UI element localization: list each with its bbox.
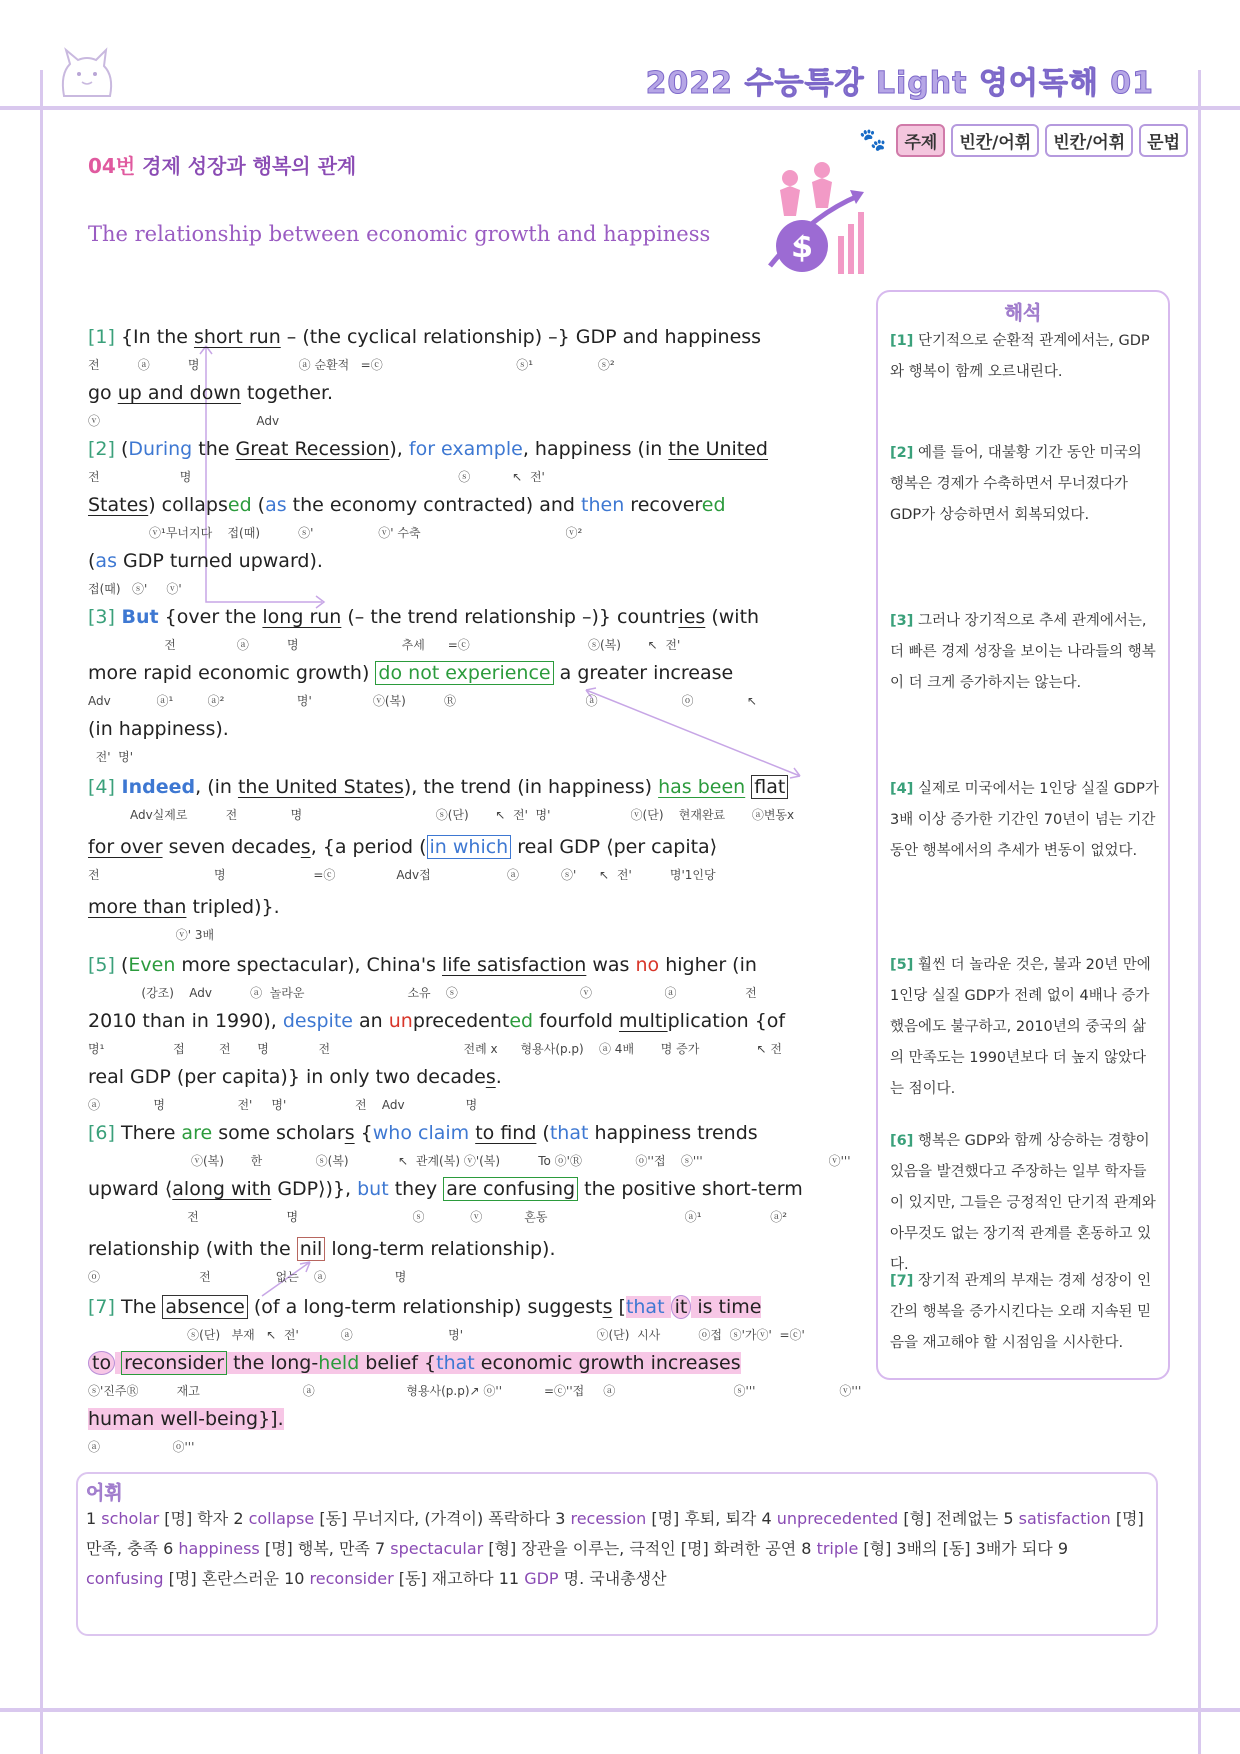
sentence-4-line-2: for over seven decades, {a period ( in which real GDP ⟨per capita⟩ (88, 836, 718, 858)
sentence-4-marks-3: ⓥ' 3배 (88, 928, 215, 942)
tag-row (859, 124, 1188, 157)
lesson-heading (88, 150, 356, 179)
page-header-title: 2022 수능특강 Light 영어독해 01 (645, 66, 1154, 101)
sentence-6-line-3: relationship (with the nil long-term relationship). (88, 1238, 556, 1260)
sentence-7-line-3: human well-being}]. (88, 1408, 284, 1430)
sentence-1-marks-1: 전 ⓐ 명 ⓐ 순환적 =ⓒ ⓢ¹ ⓢ² (88, 358, 615, 372)
translation-panel (876, 290, 1170, 1380)
sentence-4-line-1: [4] Indeed, (in the United States), the trend (in happiness) has been flat (88, 776, 788, 798)
sentence-6-marks-3: ⓞ 전 없는 ⓐ 명 (88, 1270, 407, 1284)
sentence-3-line-1: [3] But {over the long run (– the trend relationship –)} countries (with (88, 606, 760, 628)
sentence-5-line-1: [5] (Even more spectacular), China's life satisfaction was no higher (in (88, 954, 757, 976)
right-frame-line (1198, 70, 1201, 1754)
sentence-2-marks-3: 접(때) ⓢ' ⓥ' (88, 582, 182, 596)
translation-item: [2] 예를 들어, 대불황 기간 동안 미국의 행복은 경제가 수축하면서 무너졌다가 GDP가 상승하면서 회복되었다. (890, 445, 1142, 523)
sentence-2-marks-1: 전 명 ⓢ ↖ 전' (88, 470, 545, 484)
sentence-2-line-1: [2] (During the Great Recession), for example, happiness (in the United (88, 438, 768, 460)
sentence-4-marks-2: 전 명 =ⓒ Adv접 ⓐ ⓢ' ↖ 전' 명'1인당 (88, 868, 716, 882)
sentence-1-line-2: go up and down together. (88, 382, 334, 404)
bottom-frame-line (0, 1708, 1240, 1712)
sentence-6-marks-2: 전 명 ⓢ ⓥ 혼동 ⓐ¹ ⓐ² (88, 1210, 788, 1224)
money-growth-illustration (730, 156, 870, 286)
translation-title: 해석 (1004, 302, 1042, 324)
translation-item: [1] 단기적으로 순환적 관계에서는, GDP와 행복이 함께 오르내린다. (890, 333, 1150, 380)
sentence-6-marks-1: ⓥ(복) 한 ⓢ(복) ↖ 관계(복) ⓥ'(복) To ⓞ'Ⓡ ⓞ''접 ⓢ''' ⓥ''' (88, 1154, 851, 1168)
sentence-6-line-2: upward ⟨along with GDP⟩)}, but they are confusing the positive short-term (88, 1178, 803, 1200)
vocabulary-title: 어휘 (86, 1482, 123, 1504)
sentence-1-marks-2: ⓥ Adv (88, 414, 280, 428)
sentence-7-line-2: to reconsider the long-held belief {that economic growth increases (88, 1352, 741, 1374)
sentence-3-marks-1: 전 ⓐ 명 추세 =ⓒ ⓢ(복) ↖ 전' (88, 638, 681, 652)
svg-text:$: $ (790, 227, 814, 265)
sentence-4-line-3: more than tripled)}. (88, 896, 280, 918)
sentence-2-line-3: (as GDP turned upward). (88, 550, 323, 572)
translation-item: [6] 행복은 GDP와 함께 상승하는 경향이 있음을 발견했다고 주장하는 일부 학자들이 있지만, 그들은 긍정적인 단기적 관계와 아무것도 없는 장기적 관계를 혼동하고 있다. (890, 1133, 1156, 1273)
sentence-4-marks-1: Adv실제로 전 명 ⓢ(단) ↖ 전' 명' ⓥ(단) 현재완료 ⓐ변동x (88, 808, 795, 822)
sentence-1-line-1: [1] {In the short run – (the cyclical relationship) –} GDP and happiness (88, 326, 762, 348)
left-frame-line (40, 70, 43, 1754)
tag-blank-vocab-2[interactable]: 빈칸/어휘 (1045, 124, 1133, 157)
sentence-3-line-2: more rapid economic growth) do not experience a greater increase (88, 662, 734, 684)
cat-icon (52, 44, 122, 104)
sentence-5-marks-3: ⓐ 명 전' 명' 전 Adv 명 (88, 1098, 478, 1112)
tag-topic[interactable]: 주제 (896, 124, 945, 157)
paw-icon: 🐾 (859, 128, 887, 153)
sentence-3-marks-2: Adv ⓐ¹ ⓐ² 명' ⓥ(복) Ⓡ ⓐ ⓞ ↖ (88, 694, 758, 708)
sentence-2-marks-2: ⓥ¹무너지다 접(때) ⓢ' ⓥ' 수축 ⓥ² (88, 526, 583, 540)
sentence-5-marks-2: 명¹ 접 전 명 전 전례 x 형용사(p.p) ⓐ 4배 명 증가 ↖ 전 (88, 1042, 783, 1056)
tag-blank-vocab-1[interactable]: 빈칸/어휘 (951, 124, 1039, 157)
lesson-subtitle: The relationship between economic growth and happiness (88, 222, 711, 246)
sentence-7-marks-2: ⓢ'진주Ⓡ 재고 ⓐ 형용사(p.p)↗ ⓞ'' =ⓒ''접 ⓐ ⓢ''' ⓥ''' (88, 1384, 862, 1398)
sentence-5-line-3: real GDP (per capita)} in only two decades. (88, 1066, 502, 1088)
vocabulary-box (76, 1472, 1158, 1636)
sentence-3-marks-3: 전' 명' (88, 750, 134, 764)
vocabulary-list: 1 scholar [명] 학자 2 collapse [동] 무너지다, (가격이) 폭락하다 3 recession [명] 후퇴, 퇴각 4 unprecedented [형] 전례없는 5 satisfaction [명] 만족, 충족 6 happiness [명] 행복, 만족 7 spectacular [형] 장관을 이루는, 극적인 [명] 화려한 공연 8 triple [형] 3배의 [동] 3배가 되다 9 confusing [명] 혼란스러운 10 reconsider [동] 재고하다 11 GDP 명. 국내총생산 (86, 1509, 1144, 1588)
sentence-5-line-2: 2010 than in 1990), despite an unprecedented fourfold multiplication {of (88, 1010, 786, 1032)
sentence-2-line-2: States) collapsed (as the economy contracted) and then recovered (88, 494, 726, 516)
top-frame-line (0, 106, 1240, 110)
lesson-number: 04번 (88, 154, 136, 178)
sentence-7-line-1: [7] The absence (of a long-term relationship) suggests [that it is time (88, 1296, 762, 1318)
translation-item: [4] 실제로 미국에서는 1인당 실질 GDP가 3배 이상 증가한 기간인 70년이 넘는 기간 동안 행복에서의 추세가 변동이 없었다. (890, 781, 1159, 859)
sentence-7-marks-1: ⓢ(단) 부재 ↖ 전' ⓐ 명' ⓥ(단) 시사 ⓞ접 ⓢ'가ⓥ' =ⓒ' (88, 1328, 805, 1342)
sentence-3-line-3: (in happiness). (88, 718, 229, 740)
translation-item: [5] 훨씬 더 놀라운 것은, 불과 20년 만에 1인당 실질 GDP가 전례 없이 4배나 증가했음에도 불구하고, 2010년의 중국의 삶의 만족도는 1990년보다 더 높지 않았다는 점이다. (890, 957, 1151, 1097)
tag-grammar[interactable]: 문법 (1139, 124, 1188, 157)
translation-item: [7] 장기적 관계의 부재는 경제 성장이 인간의 행복을 증가시킨다는 오래 지속된 믿음을 재고해야 할 시점임을 시사한다. (890, 1273, 1152, 1351)
translation-item: [3] 그러나 장기적으로 추세 관계에서는, 더 빠른 경제 성장을 보이는 나라들의 행복이 더 크게 증가하지는 않는다. (890, 613, 1156, 691)
sentence-7-marks-3: ⓐ ⓞ''' (88, 1440, 195, 1454)
sentence-6-line-1: [6] There are some scholars {who claim to find (that happiness trends (88, 1122, 758, 1144)
lesson-title: 경제 성장과 행복의 관계 (142, 154, 357, 178)
sentence-5-marks-1: (강조) Adv ⓐ 놀라운 소유 ⓢ ⓥ ⓐ 전 (88, 986, 757, 1000)
